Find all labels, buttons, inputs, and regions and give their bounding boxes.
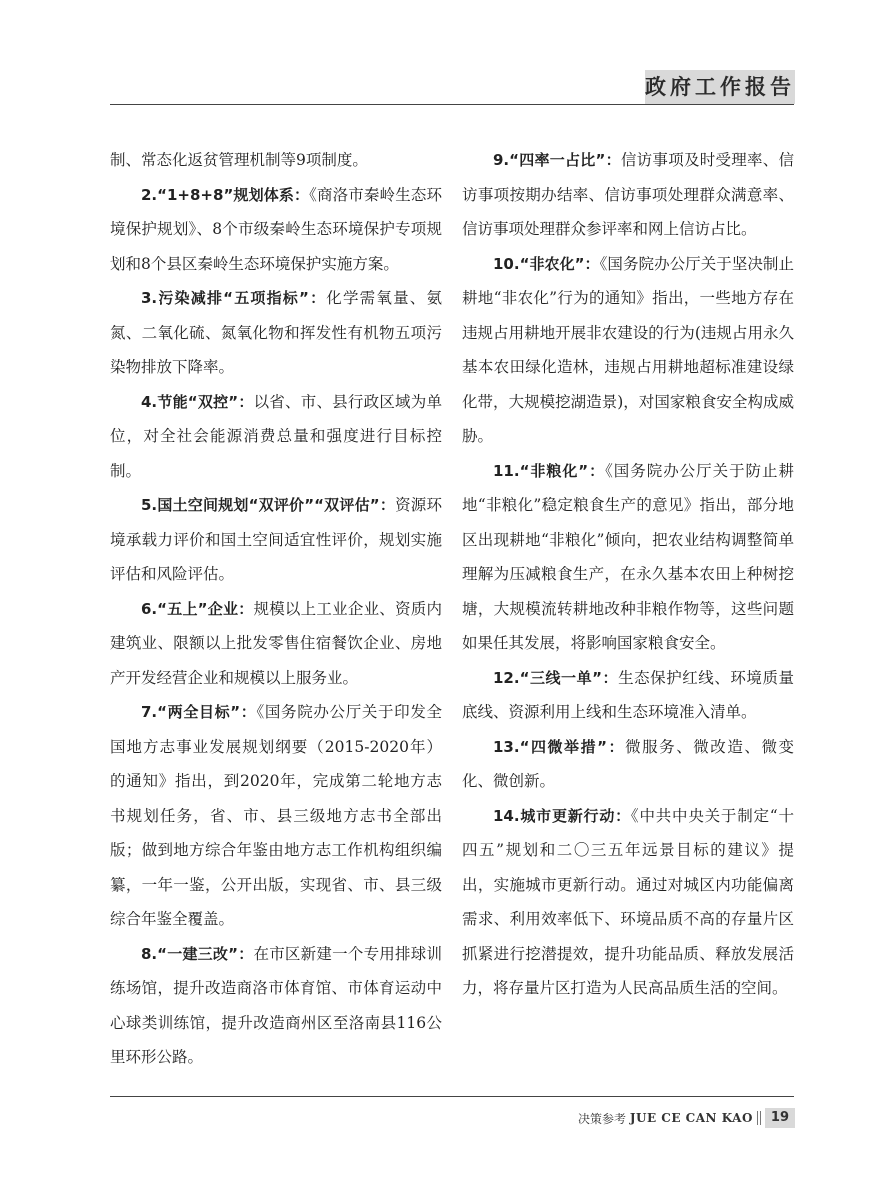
entry-text: 信访事项及时受理率、信访事项按期办结率、信访事项处理群众满意率、信访事项处理群众参评率和网上信访占比。 bbox=[462, 151, 794, 238]
entry-text: 以省、市、县行政区域为单位，对全社会能源消费总量和强度进行目标控制。 bbox=[110, 392, 442, 480]
entry-heading: 12.“三线一单”： bbox=[493, 668, 619, 687]
entry-text: 《国务院办公厅关于坚决制止耕地“非农化”行为的通知》指出，一些地方存在违规占用耕地开展非农建设的行为(违规占用永久基本农田绿化造林，违规占用耕地超标准建设绿化带，大规模挖湖造景)，对国家粮食安全构成威胁。 bbox=[462, 254, 794, 445]
entry-heading: 4.节能“双控”： bbox=[141, 392, 254, 411]
entry-text: 规模以上工业企业、资质内建筑业、限额以上批发零售住宿餐饮企业、房地产开发经营企业和规模以上服务业。 bbox=[110, 599, 442, 687]
glossary-entry bbox=[110, 592, 442, 696]
entry-text: 化学需氧量、氨氮、二氧化硫、氮氧化物和挥发性有机物五项污染物排放下降率。 bbox=[110, 289, 442, 376]
entry-heading: 10.“非农化”： bbox=[493, 254, 600, 273]
glossary-entry bbox=[462, 730, 794, 799]
entry-heading: 14.城市更新行动： bbox=[493, 806, 631, 825]
right-column bbox=[462, 143, 794, 1006]
entry-heading: 3.污染减排“五项指标”： bbox=[141, 289, 327, 307]
entry-text: 《中共中央关于制定“十四五”规划和二〇三五年远景目标的建议》提出，实施城市更新行动。通过对城区内功能偏离需求、利用效率低下、环境品质不高的存量片区抓紧进行挖潜提效，提升功能品质、释放发展活力，将存量片区打造为人民高品质生活的空间。 bbox=[462, 806, 794, 997]
entry-text: 在市区新建一个专用排球训练场馆，提升改造商洛市体育馆、市体育运动中心球类训练馆，提升改造商州区至洛南县116公里环形公路。 bbox=[110, 944, 442, 1066]
glossary-entry bbox=[110, 143, 442, 178]
entry-text: 资源环境承载力评价和国土空间适宜性评价，规划实施评估和风险评估。 bbox=[110, 496, 442, 583]
entry-heading: 8.“一建三改”： bbox=[141, 944, 254, 963]
glossary-entry bbox=[110, 178, 442, 282]
entry-text: 生态保护红线、环境质量底线、资源利用上线和生态环境准入清单。 bbox=[462, 668, 794, 721]
entry-text: 《商洛市秦岭生态环境保护规划》、8个市级秦岭生态环境保护专项规划和8个县区秦岭生态环境保护实施方案。 bbox=[110, 185, 442, 273]
glossary-entry bbox=[110, 937, 442, 1075]
footer bbox=[578, 1108, 795, 1128]
entry-heading: 2.“1+8+8”规划体系： bbox=[141, 185, 310, 204]
header-divider bbox=[110, 104, 794, 105]
entry-heading: 13.“四微举措”： bbox=[493, 737, 626, 756]
glossary-entry bbox=[110, 488, 442, 592]
journal-name-en: JUE CE CAN KAO bbox=[629, 1111, 753, 1125]
glossary-entry bbox=[110, 385, 442, 489]
entry-text: 《国务院办公厅关于防止耕地“非粮化”稳定粮食生产的意见》指出，部分地区出现耕地“非粮化”倾向，把农业结构调整简单理解为压减粮食生产，在永久基本农田上种树挖塘，大规模流转耕地改种非粮作物等，这些问题如果任其发展，将影响国家粮食安全。 bbox=[462, 461, 794, 652]
entry-text: 制、常态化返贫管理机制等9项制度。 bbox=[110, 151, 368, 169]
glossary-entry bbox=[462, 454, 794, 661]
footer-divider bbox=[110, 1096, 794, 1097]
entry-heading: 6.“五上”企业： bbox=[141, 599, 254, 618]
page-number: 19 bbox=[765, 1108, 795, 1128]
glossary-entry bbox=[462, 143, 794, 247]
left-column bbox=[110, 143, 442, 1075]
glossary-entry bbox=[462, 247, 794, 454]
glossary-entry bbox=[110, 695, 442, 937]
glossary-entry bbox=[110, 281, 442, 385]
glossary-entry bbox=[462, 661, 794, 730]
glossary-entry bbox=[462, 799, 794, 1006]
entry-heading: 11.“非粮化”： bbox=[493, 461, 606, 480]
entry-heading: 7.“两全目标”： bbox=[141, 703, 257, 721]
section-title: 政府工作报告 bbox=[645, 70, 795, 104]
entry-text: 《国务院办公厅关于印发全国地方志事业发展规划纲要（2015-2020年）的通知》指出，到2020年，完成第二轮地方志书规划任务，省、市、县三级地方志书全部出版；做到地方综合年鉴由地方志工作机构组织编纂，一年一鉴，公开出版，实现省、市、县三级综合年鉴全覆盖。 bbox=[110, 703, 442, 928]
entry-heading: 9.“四率一占比”： bbox=[493, 151, 621, 169]
entry-heading: 5.国土空间规划“双评价”“双评估”： bbox=[141, 496, 396, 514]
journal-name-cn: 决策参考 bbox=[578, 1111, 627, 1126]
footer-separator bbox=[757, 1111, 761, 1125]
entry-text: 微服务、微改造、微变化、微创新。 bbox=[462, 737, 794, 790]
